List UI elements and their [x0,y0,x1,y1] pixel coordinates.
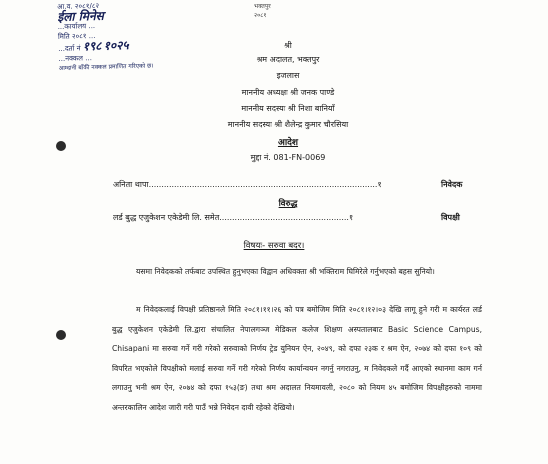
bench-label: इजलास [276,71,300,80]
chair-name: माननीय अध्यक्षः श्री जनक पाण्डे [241,88,335,97]
respondent-number: १ [348,213,354,222]
paragraph-2: म निवेदकलाई विपक्षी प्रतिष्ठानले मिति २०८१।११।२६ को पत्र बमोजिम मिति २०८१।१२।०३ देखि लागू हुने गरी म कार्यरत लर्ड बुद्ध एजुकेशन एकेडेमी लि.द्वारा संचालित नेपालगञ्ज मेडिकल कलेज शिक्षण अस्पतालबाट Basic Science Campus, Chisapani मा सरुवा गर्ने गरी गरेको सरुवाको निर्णय ट्रेड युनियन ऐन, २०४९, को दफा २३क र श्रम ऐन, २०७४ को दफा १०९ को विपरित भएकोले विपक्षीको मलाई सरुवा गर्ने गरी गरेको निर्णय कार्यान्वयन नगर्नु नगराउनु, म निवेदकले गर्दै आएको स्थानमा काम गर्न लगाउनु भनी श्रम ऐन, २०७४ को दफा १५३(ङ) तथा श्रम अदालत नियमावली, २०८० को नियम ४५ बमोजिम विपक्षीहरुको नाममा अन्तरकालिन आदेश जारी गरी पाउँ भन्ने निवेदन दावी रहेको देखियो। [112,305,482,412]
case-number: मुद्दा नं. 081-FN-0069 [250,153,326,162]
top-right-line: भक्तपुर [254,3,271,10]
stamp-handwriting: ईला मिनेस [57,8,104,24]
top-right-line: २०८१ [254,12,267,19]
stamp-handwritten-number-2: १०२५ [103,38,129,53]
subject-line: विषयः- सरुवा बदर। [243,241,305,251]
punch-hole [56,141,66,151]
stamp-line: ...कार्यालय ... [57,21,96,31]
member-2-name: माननीय सदस्यः श्री शैलेन्द्र कुमार चौरसिया [227,120,349,129]
member-1-name: माननीय सदस्यः श्री निशा बानियाँ [241,104,335,113]
stamp-line: मिति २०८१ ... [57,31,96,41]
stamp-line: आम्दानी बाँकी नक्कल प्रमाणित गरिएको छ। [58,62,154,72]
petitioner-number: १ [377,180,382,189]
header-shree: श्री [284,41,292,50]
stamp-handwritten-number: १९८ [82,38,102,54]
top-right-note [254,2,271,20]
respondent-role: विपक्षी [441,213,460,222]
punch-hole [56,330,66,340]
stamp-line: ...नक्कल ... [58,54,92,63]
petitioner-name: अनिता थापा [113,180,149,189]
petitioner-row: अनिता थापा..........................................................................................१ [113,180,382,189]
respondent-name: लर्ड बुद्ध एजुकेशन एकेडेमी लि. समेत [113,213,220,222]
stamp-line: आ.व. २०८१/८२ [57,1,100,11]
stamp-line: ...दर्ता नं [58,44,81,53]
order-heading: आदेश [277,138,299,148]
versus-label: विरुद्ध [278,199,298,209]
respondent-row: लर्ड बुद्ध एजुकेशन एकेडेमी लि. समेत...................................................१ [113,213,354,222]
paragraph-1: यसमा निवेदकको तर्फबाट उपस्थित हुनुभएका विद्वान अधिवक्ता श्री भक्तिराम घिमिरेले गर्नुभएको बहस सुनियो। [136,267,435,276]
court-name: श्रम अदालत, भक्तपुर [256,55,320,64]
petitioner-role: निवेदक [441,180,463,189]
